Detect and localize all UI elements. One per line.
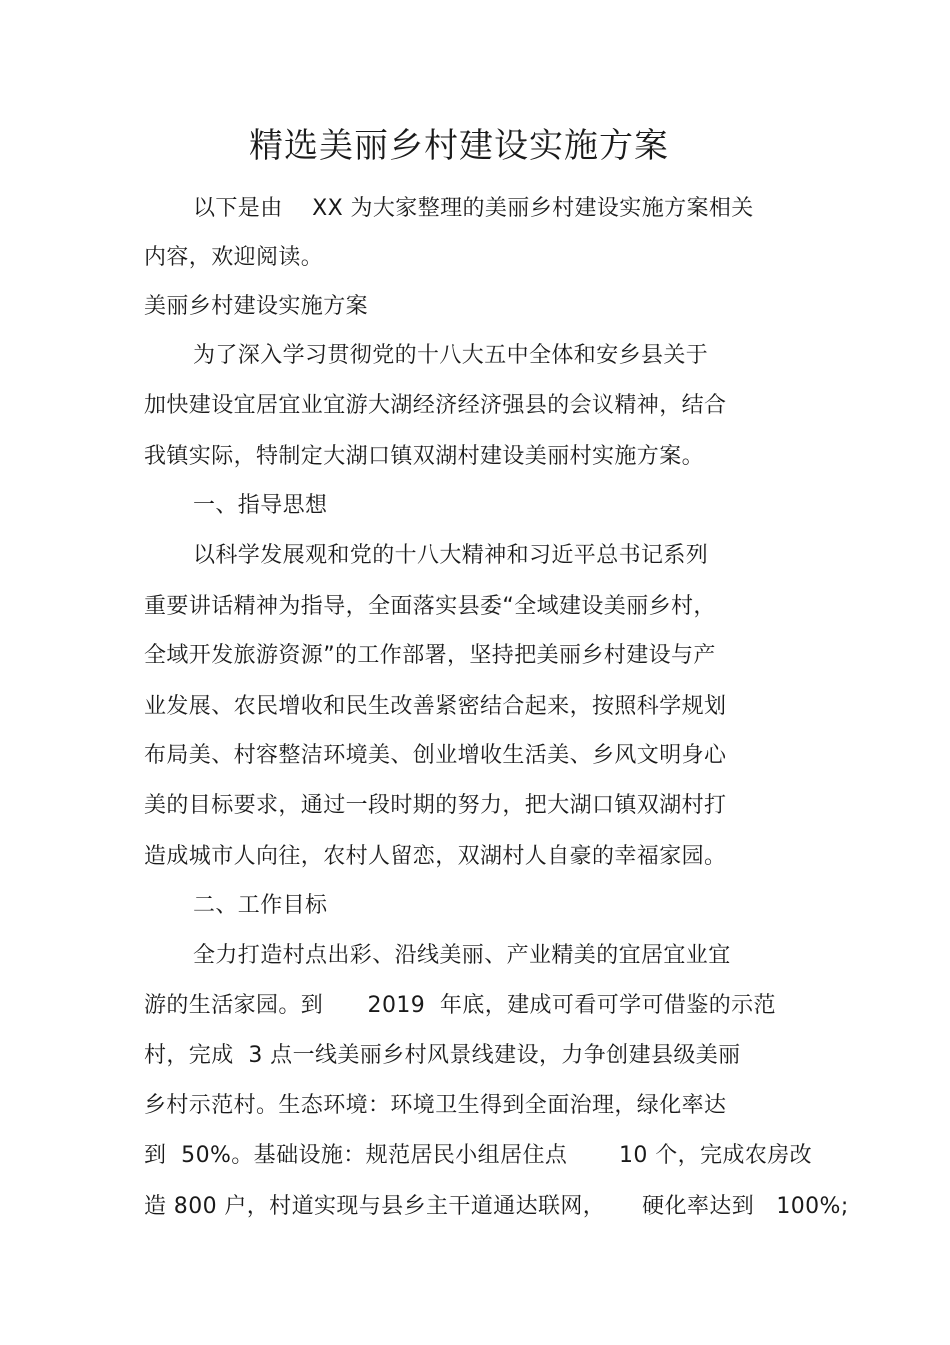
paragraph-line: 全域开发旅游资源”的工作部署，坚持把美丽乡村建设与产 <box>144 643 716 668</box>
paragraph-line: 造成城市人向往，农村人留恋，双湖村人自豪的幸福家园。 <box>144 844 727 869</box>
section-heading: 一、指导思想 <box>193 493 328 518</box>
paragraph-line: 加快建设宜居宜业宜游大湖经济经济强县的会议精神，结合 <box>144 393 727 418</box>
paragraph-line: 重要讲话精神为指导，全面落实县委“全域建设美丽乡村， <box>144 594 716 619</box>
document-title: 精选美丽乡村建设实施方案 <box>249 126 669 166</box>
paragraph-line: 游的生活家园。到 2019 年底，建成可看可学可借鉴的示范 <box>144 993 776 1018</box>
paragraph-line: 美的目标要求，通过一段时期的努力，把大湖口镇双湖村打 <box>144 793 727 818</box>
paragraph-line: 乡村示范村。生态环境：环境卫生得到全面治理，绿化率达 <box>144 1093 727 1118</box>
paragraph-line: 布局美、村容整洁环境美、创业增收生活美、乡风文明身心 <box>144 743 727 768</box>
paragraph-line: 以科学发展观和党的十八大精神和习近平总书记系列 <box>193 543 709 568</box>
paragraph-line: 到 50%。基础设施：规范居民小组居住点 10 个，完成农房改 <box>144 1143 813 1168</box>
section-heading: 美丽乡村建设实施方案 <box>144 294 369 319</box>
paragraph-line: 内容，欢迎阅读。 <box>144 245 324 270</box>
paragraph-line: 业发展、农民增收和民生改善紧密结合起来，按照科学规划 <box>144 694 727 719</box>
paragraph-line: 我镇实际，特制定大湖口镇双湖村建设美丽村实施方案。 <box>144 444 705 469</box>
section-heading: 二、工作目标 <box>193 893 328 918</box>
paragraph-line: 以下是由 XX 为大家整理的美丽乡村建设实施方案相关 <box>193 196 754 221</box>
paragraph-line: 村，完成 3 点一线美丽乡村风景线建设，力争创建县级美丽 <box>144 1043 741 1068</box>
paragraph-line: 全力打造村点出彩、沿线美丽、产业精美的宜居宜业宜 <box>193 943 731 968</box>
paragraph-line: 为了深入学习贯彻党的十八大五中全体和安乡县关于 <box>193 343 709 368</box>
paragraph-line: 造 800 户，村道实现与县乡主干道通达联网， 硬化率达到 100%; <box>144 1194 849 1219</box>
